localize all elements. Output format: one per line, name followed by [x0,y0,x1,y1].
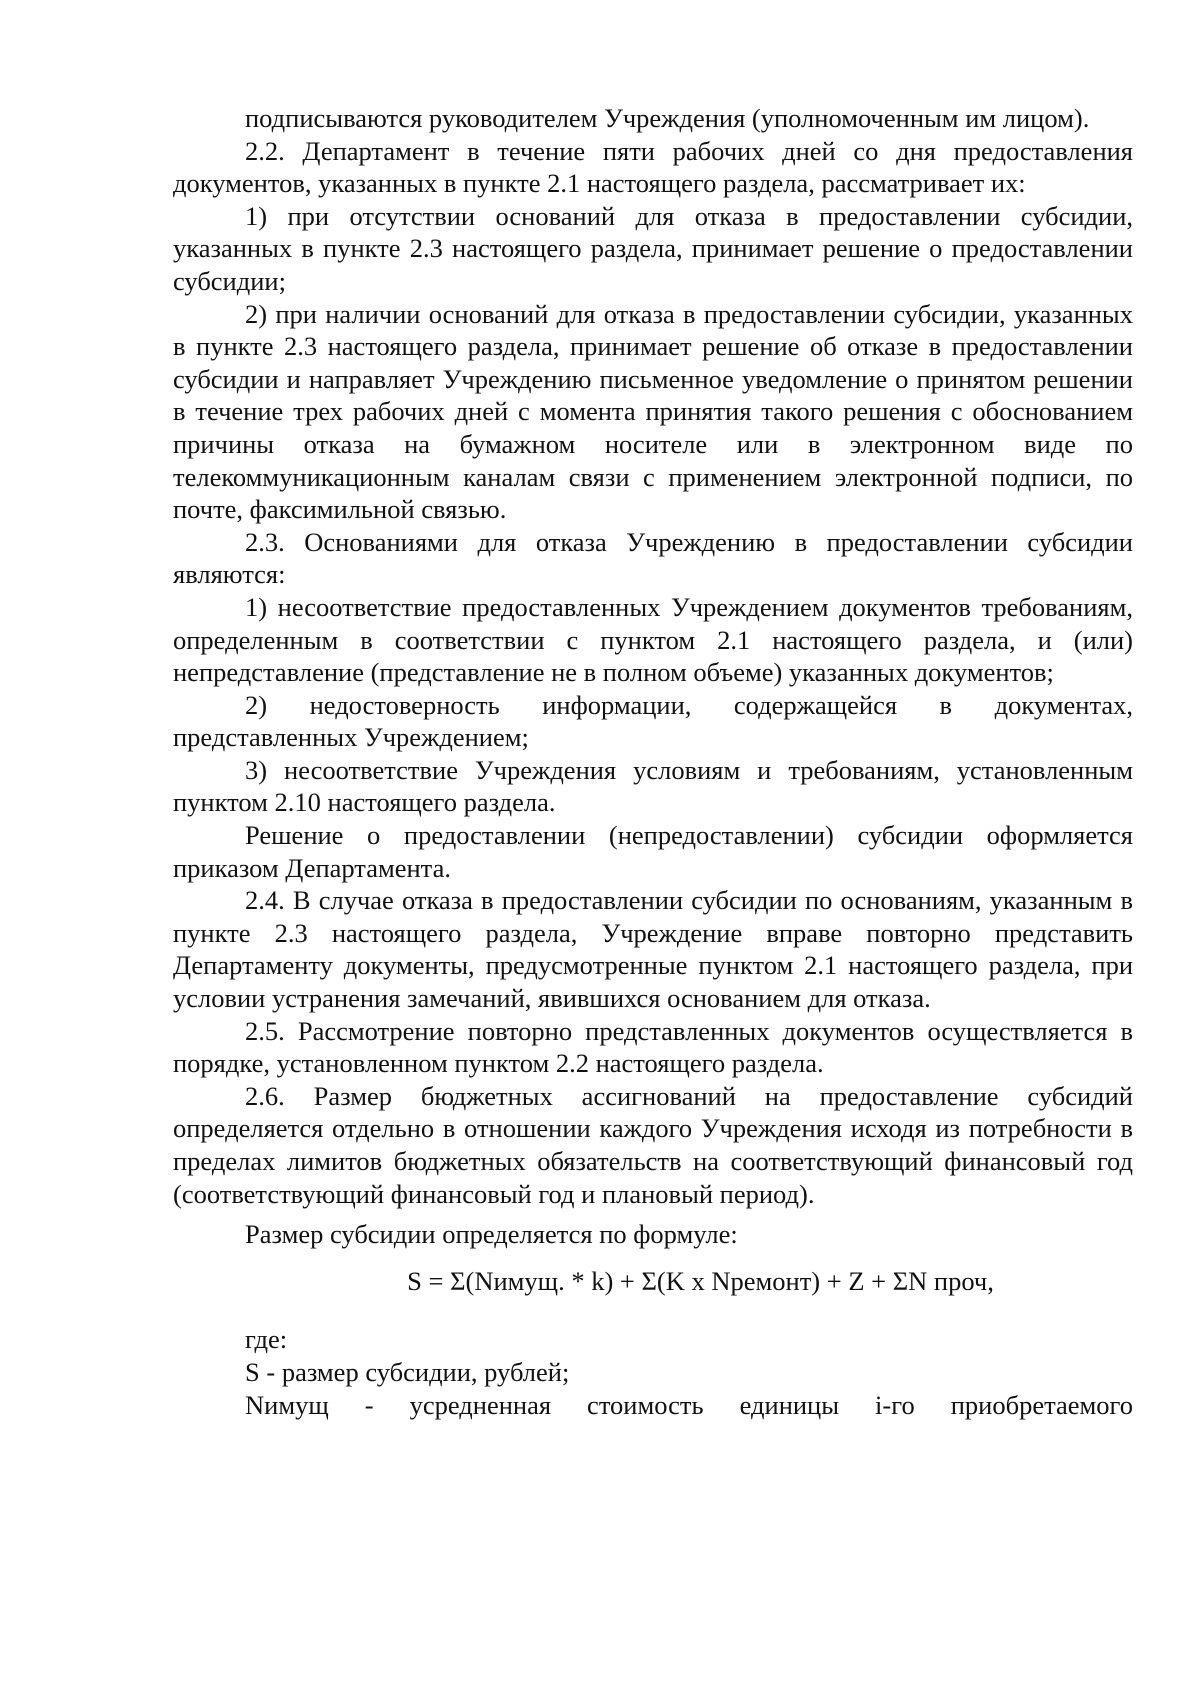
paragraph-where: где: [245,1324,288,1355]
paragraph-2-2: 2.2. Департамент в течение пяти рабочих дней со дня предоставления документов, указанных в пункте 2.1 настоящего раздела, рассматривает их: [173,135,1133,199]
paragraph-continuation: подписываются руководителем Учреждения (уполномоченным им лицом). [245,103,1090,133]
paragraph-decision: Решение о предоставлении (непредоставлении) субсидии оформляется приказом Департамента. [173,820,1133,883]
paragraph-2-2-item-1: 1) при отсутствии оснований для отказа в предоставлении субсидии, указанных в пункте 2.3 настоящего раздела, принимает решение о предоставлении субсидии; [173,200,1133,296]
subsidy-formula: S = Σ(Nимущ. * k) + Σ(K x Nремонт) + Z + ΣN проч, [407,1265,994,1296]
paragraph-2-3-item-3: 3) несоответствие Учреждения условиям и требованиям, установленным пунктом 2.10 настоящего раздела. [173,754,1133,818]
paragraph-2-6: 2.6. Размер бюджетных ассигнований на предоставление субсидий определяется отдельно в отношении каждого Учреждения исходя из потребности в пределах лимитов бюджетных обязательств на соответствующий финансовый год (соответствующий финансовый год и плановый период). [173,1080,1133,1209]
definition-s: S - размер субсидии, рублей; [245,1356,570,1387]
paragraph-2-3: 2.3. Основаниями для отказа Учреждению в предоставлении субсидии являются: [173,526,1133,590]
paragraph-2-3-item-1: 1) несоответствие предоставленных Учреждением документов требованиям, определенным в соответствии с пунктом 2.1 настоящего раздела, и (или) непредставление (представление не в полном объеме) указанных документов; [173,591,1133,688]
paragraph-2-2-item-2: 2) при наличии оснований для отказа в предоставлении субсидии, указанных в пункте 2.3 настоящего раздела, принимает решение об отказе в предоставлении субсидии и направляет Учреждению письменное уведомление о принятом решении в течение трех рабочих дней с момента принятия такого решения с обоснованием причины отказа на бумажном носителе или в электронном виде по телекоммуникационным каналам связи с применением электронной подписи, по почте, факсимильной связью. [173,298,1133,525]
definition-n-imushch: Nимущ - усредненная стоимость единицы i-го приобретаемого [245,1389,1133,1420]
paragraph-formula-intro: Размер субсидии определяется по формуле: [245,1219,738,1250]
document-page [173,102,1133,1421]
paragraph-2-4: 2.4. В случае отказа в предоставлении субсидии по основаниям, указанным в пункте 2.3 настоящего раздела, Учреждение вправе повторно представить Департаменту документы, предусмотренные пунктом 2.1 настоящего раздела, при условии устранения замечаний, явившихся основанием для отказа. [173,885,1133,1014]
paragraph-2-5: 2.5. Рассмотрение повторно представленных документов осуществляется в порядке, установленном пунктом 2.2 настоящего раздела. [173,1015,1133,1079]
paragraph-2-3-item-2: 2) недостоверность информации, содержащейся в документах, представленных Учреждением; [173,689,1133,753]
